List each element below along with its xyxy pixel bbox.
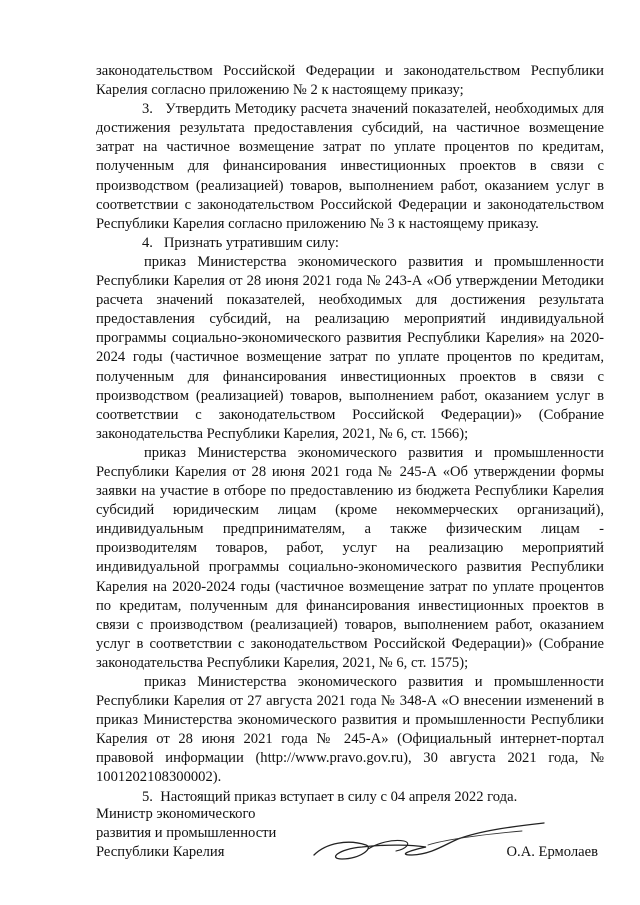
paragraph-item-3: 3. Утвердить Методику расчета значений показателей, необходимых для достижения результата предоставления субсидий, на частичное возмещение затрат на частичное возмещение затрат по уплате процентов по кредитам, полученным для финансирования инвестиционных проектов в связи с производством (реализацией) товаров, выполнением работ, оказанием услуг в соответствии с законодательством Российской Федерации и законодательством Республики Карелия согласно приложению № 3 к настоящему приказу. <box>96 101 604 232</box>
paragraph-order-348a: приказ Министерства экономического развития и промышленности Республики Карелия от 27 августа 2021 года № 348-А «О внесении изменений в приказ Министерства экономического развития и промышленности Республики Карелия от 28 июня 2021 года № 245-А» (Официальный интернет-портал правовой информации (http://www.pravo.gov.ru), 30 августа 2021 года, № 1001202108300002). <box>96 674 604 786</box>
signature-block <box>96 805 604 865</box>
signatory-title-line: развития и промышленности <box>96 824 277 841</box>
document-body <box>96 62 604 807</box>
signatory-title-line: Министр экономического <box>96 806 256 822</box>
signatory-name: О.А. Ермолаев <box>506 844 598 860</box>
paragraph-item-5: 5. Настоящий приказ вступает в силу с 04 апреля 2022 года. <box>142 788 518 805</box>
signatory-title-line: Республики Карелия <box>96 843 225 860</box>
paragraph-order-245a: приказ Министерства экономического развития и промышленности Республики Карелия от 28 июня 2021 года № 245-А «Об утверждении формы заявки на участие в отборе по предоставлению из бюджета Республики Карелия субсидий юридическим лицам (кроме некоммерческих организаций), индивидуальным предпринимателям, а также физическим лицам - производителям товаров, работ, услуг на реализацию мероприятий индивидуальной программы социально-экономического развития Республики Карелия на 2020-2024 годы (частичное возмещение затрат по уплате процентов по кредитам, полученным для финансирования инвестиционных проектов в связи с производством (реализацией) товаров, выполнением работ, оказанием услуг в соответствии с законодательством Российской Федерации)» (Собрание законодательства Республики Карелия, 2021, № 6, ст. 1575); <box>96 444 604 671</box>
paragraph-item-4: 4. Признать утратившим силу: <box>142 234 339 251</box>
paragraph-continuation: законодательством Российской Федерации и законодательством Республики Карелия согласно приложению № 2 к настоящему приказу; <box>96 63 604 99</box>
signatory-title <box>96 805 316 861</box>
paragraph-order-243a: приказ Министерства экономического развития и промышленности Республики Карелия от 28 июня 2021 года № 243-А «Об утверждении Методики расчета значений показателей, необходимых для достижения результата предоставления субсидий, на реализацию мероприятий индивидуальной программы социально-экономического развития Республики Карелия» на 2020-2024 годы (частичное возмещение затрат по уплате процентов по кредитам, полученным для финансирования инвестиционных проектов в связи с производством (реализацией) товаров, выполнением работ, оказанием услуг в соответствии с законодательством Российской Федерации)» (Собрание законодательства Республики Карелия, 2021, № 6, ст. 1566); <box>96 253 604 442</box>
